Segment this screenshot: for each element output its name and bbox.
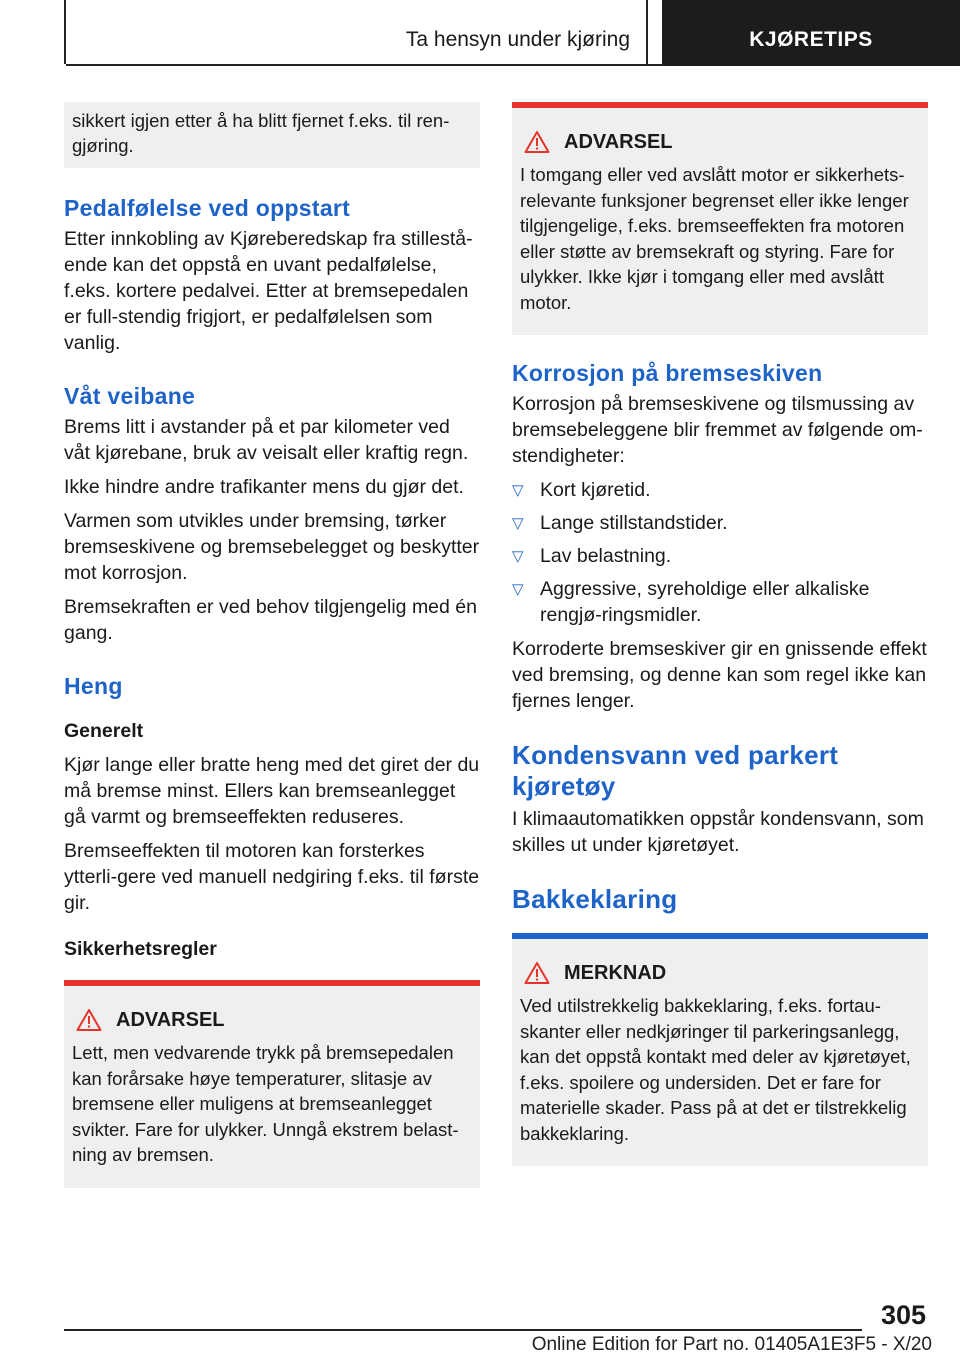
wet-road-p4: Bremsekraften er ved behov tilgjengelig med én gang. [64, 596, 477, 644]
warning-triangle-icon [524, 961, 550, 985]
list-item: ▽ Lav belastning. [512, 543, 928, 570]
note-text: Ved utilstrekkelig bakkeklaring, f.eks. fortau-skanter eller nedkjøringer til parkeringsanlegg, kan det oppstå kontakt med deler av kjøretøyet, f.eks. spoilere og undersiden. Det er fare for materielle skader. Pass på at det er tilstrekkelig bakkeklaring. [520, 995, 911, 1144]
triangle-bullet-icon: ▽ [512, 548, 524, 565]
heading-wet-road: Våt veibane [64, 383, 196, 409]
warning-box-idle [512, 102, 928, 335]
corrosion-outro: Korroderte bremseskiver gir en gnissende effekt ved bremsing, og denne kan som regel ikke kan fjernes lenger. [512, 638, 927, 712]
triangle-bullet-icon: ▽ [512, 482, 524, 499]
slopes-p1: Kjør lange eller bratte heng med det giret der du må bremse minst. Ellers kan bremseanlegget gå varmt og bremseeffekten reduseres. [64, 754, 480, 828]
wet-road-p3: Varmen som utvikles under bremsing, tørker bremseskivene og bremsebelegget og beskytter mot korrosjon. [64, 510, 480, 584]
warning-title [520, 130, 920, 154]
footer-edition: Online Edition for Part no. 01405A1E3F5 - X/20 [531, 1334, 932, 1355]
footer-divider [64, 1329, 862, 1331]
note-box-clearance [512, 933, 928, 1166]
list-item: ▽ Lange stillstandstider. [512, 510, 928, 537]
warning-triangle-icon [524, 130, 550, 154]
wet-road-p1: Brems litt i avstander på et par kilometer ved våt kjørebane, bruk av veisalt eller kraftig regn. [64, 416, 469, 464]
continued-note-box [64, 102, 480, 168]
heading-ground-clearance: Bakkeklaring [512, 884, 678, 914]
right-column [512, 102, 928, 1166]
warning-title [72, 1008, 472, 1032]
subheading-general: Generelt [64, 720, 144, 742]
warning-text: I tomgang eller ved avslått motor er sikkerhets-relevante funksjoner begrenset eller ikke lenger tilgjengelige, f.eks. bremseeffekten fra motoren eller støtte av bremsekraft og styring. Fare for ulykker. Ikke kjør i tomgang eller med avslått motor. [520, 164, 909, 313]
continued-note-text: sikkert igjen etter å ha blitt fjernet f.eks. til ren-gjøring. [72, 110, 450, 156]
corrosion-list [512, 477, 928, 628]
header-section-box [64, 0, 648, 64]
warning-title-text: ADVARSEL [564, 130, 673, 153]
warning-title-text: ADVARSEL [116, 1008, 225, 1031]
subheading-safety-rules: Sikkerhetsregler [64, 938, 217, 960]
triangle-bullet-icon: ▽ [512, 581, 524, 598]
triangle-bullet-icon: ▽ [512, 515, 524, 532]
left-column [64, 102, 480, 1188]
slopes-p2: Bremseeffekten til motoren kan forsterkes ytterli-gere ved manuell nedgiring f.eks. til første gir. [64, 840, 480, 914]
heading-pedal-feel: Pedalfølelse ved oppstart [64, 195, 351, 221]
heading-corrosion: Korrosjon på bremseskiven [512, 360, 823, 386]
header-chapter-tab: KJØRETIPS [662, 0, 960, 66]
list-item: ▽ Aggressive, syreholdige eller alkaliske rengjø-ringsmidler. [512, 578, 870, 626]
wet-road-p2: Ikke hindre andre trafikanter mens du gjør det. [64, 476, 464, 498]
condensation-text: I klimaautomatikken oppstår kondensvann, som skilles ut under kjøretøyet. [512, 808, 924, 856]
corrosion-intro: Korrosjon på bremseskivene og tilsmussing av bremsebeleggene blir fremmet av følgende om-stendigheter: [512, 393, 923, 467]
heading-slopes: Heng [64, 673, 123, 699]
warning-box-brake-load [64, 980, 480, 1188]
header-section-title: Ta hensyn under kjøring [405, 28, 630, 51]
note-title [520, 961, 920, 985]
pedal-feel-text: Etter innkobling av Kjøreberedskap fra stillestå-ende kan det oppstå en uvant pedalfølelse, f.eks. kortere pedalvei. Etter at bremsepedalen er full-stendig frigjort, er pedalfølelsen som vanlig. [64, 228, 473, 354]
page-number: 305 [880, 1300, 926, 1330]
warning-triangle-icon [76, 1008, 102, 1032]
list-item: ▽ Kort kjøretid. [512, 477, 928, 504]
heading-condensation: Kondensvann ved parkert kjøretøy [512, 740, 839, 801]
note-title-text: MERKNAD [564, 961, 667, 984]
warning-text: Lett, men vedvarende trykk på bremsepedalen kan forårsake høye temperaturer, slitasje av bremsene eller muligens at bremseanlegget svikter. Fare for ulykker. Unngå ekstrem belast-ning av bremsen. [72, 1042, 459, 1165]
